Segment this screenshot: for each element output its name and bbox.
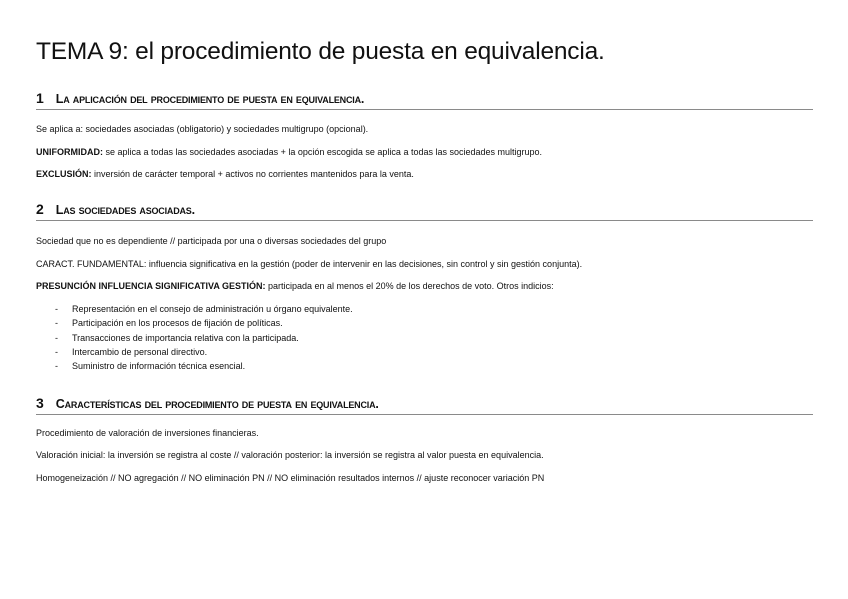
section-number: 3 — [36, 395, 44, 411]
list-item: - Suministro de información técnica esencial. — [55, 361, 246, 372]
list-item: - Transacciones de importancia relativa con la participada. — [55, 332, 299, 343]
paragraph: Sociedad que no es dependiente // participada por una o diversas sociedades del grupo — [36, 236, 387, 246]
paragraph: UNIFORMIDAD: se aplica a todas las sociedades asociadas + la opción escogida se aplica a todas las sociedades multigrupo. — [36, 147, 543, 157]
list-item: - Intercambio de personal directivo. — [55, 346, 208, 357]
paragraph: Procedimiento de valoración de inversiones financieras. — [36, 428, 259, 438]
paragraph: CARACT. FUNDAMENTAL: influencia significativa en la gestión (poder de intervenir en las decisiones, sin control y sin gestión conjunta). — [36, 259, 583, 269]
section-1 — [36, 90, 813, 110]
list-item: - Participación en los procesos de fijación de políticas. — [55, 318, 283, 329]
section-number: 1 — [36, 90, 44, 106]
paragraph: Homogeneización // NO agregación // NO eliminación PN // NO eliminación resultados internos // ajuste reconocer variación PN — [36, 473, 545, 483]
paragraph: Valoración inicial: la inversión se registra al coste // valoración posterior: la inversión se registra al valor puesta en equivalencia. — [36, 450, 544, 460]
section-heading — [36, 201, 813, 221]
section-heading — [36, 395, 813, 415]
page-title: TEMA 9: el procedimiento de puesta en equivalencia. — [36, 38, 605, 65]
paragraph: PRESUNCIÓN INFLUENCIA SIGNIFICATIVA GESTIÓN: participada en al menos el 20% de los derechos de voto. Otros indicios: — [36, 281, 554, 291]
section-title: Características del procedimiento de puesta en equivalencia. — [55, 397, 379, 411]
section-heading — [36, 90, 813, 110]
paragraph: EXCLUSIÓN: inversión de carácter temporal + activos no corrientes mantenidos para la venta. — [36, 169, 414, 179]
list-item: - Representación en el consejo de administración u órgano equivalente. — [55, 304, 353, 314]
section-title: Las sociedades asociadas. — [55, 203, 195, 217]
section-number: 2 — [36, 201, 44, 217]
section-2 — [36, 201, 813, 221]
section-3 — [36, 395, 813, 415]
paragraph: Se aplica a: sociedades asociadas (obligatorio) y sociedades multigrupo (opcional). — [36, 124, 369, 134]
section-title: La aplicación del procedimiento de puesta en equivalencia. — [55, 92, 365, 106]
bullet-list — [55, 304, 353, 375]
